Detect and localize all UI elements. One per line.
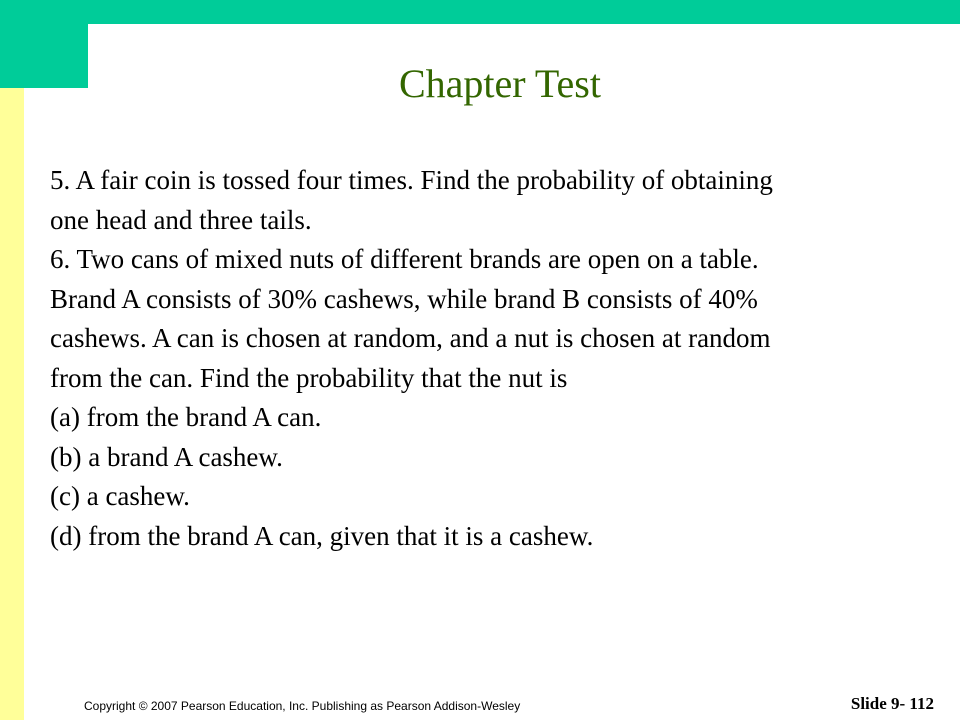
copyright-notice: Copyright © 2007 Pearson Education, Inc. Publishing as Pearson Addison-Wesley: [84, 699, 521, 713]
body-line: from the can. Find the probability that the nut is: [50, 362, 568, 393]
left-accent-bar: [0, 0, 24, 720]
body-line: one head and three tails.: [50, 204, 312, 235]
body-line: (c) a cashew.: [50, 481, 190, 511]
body-line: (a) from the brand A can.: [50, 402, 322, 432]
body-line: cashews. A can is chosen at random, and a nut is chosen at random: [50, 323, 771, 353]
body-line: 5. A fair coin is tossed four times. Find the probability of obtaining: [50, 165, 773, 195]
body-line: (b) a brand A cashew.: [50, 441, 283, 472]
slide-title: Chapter Test: [399, 61, 601, 106]
slide-body: [50, 161, 940, 556]
body-line: Brand A consists of 30% cashews, while brand B consists of 40%: [50, 283, 758, 314]
slide-number: Slide 9- 112: [850, 694, 934, 713]
top-accent-bar: [0, 0, 960, 24]
body-line: (d) from the brand A can, given that it is a cashew.: [50, 520, 594, 551]
body-line: 6. Two cans of mixed nuts of different brands are open on a table.: [50, 244, 759, 274]
